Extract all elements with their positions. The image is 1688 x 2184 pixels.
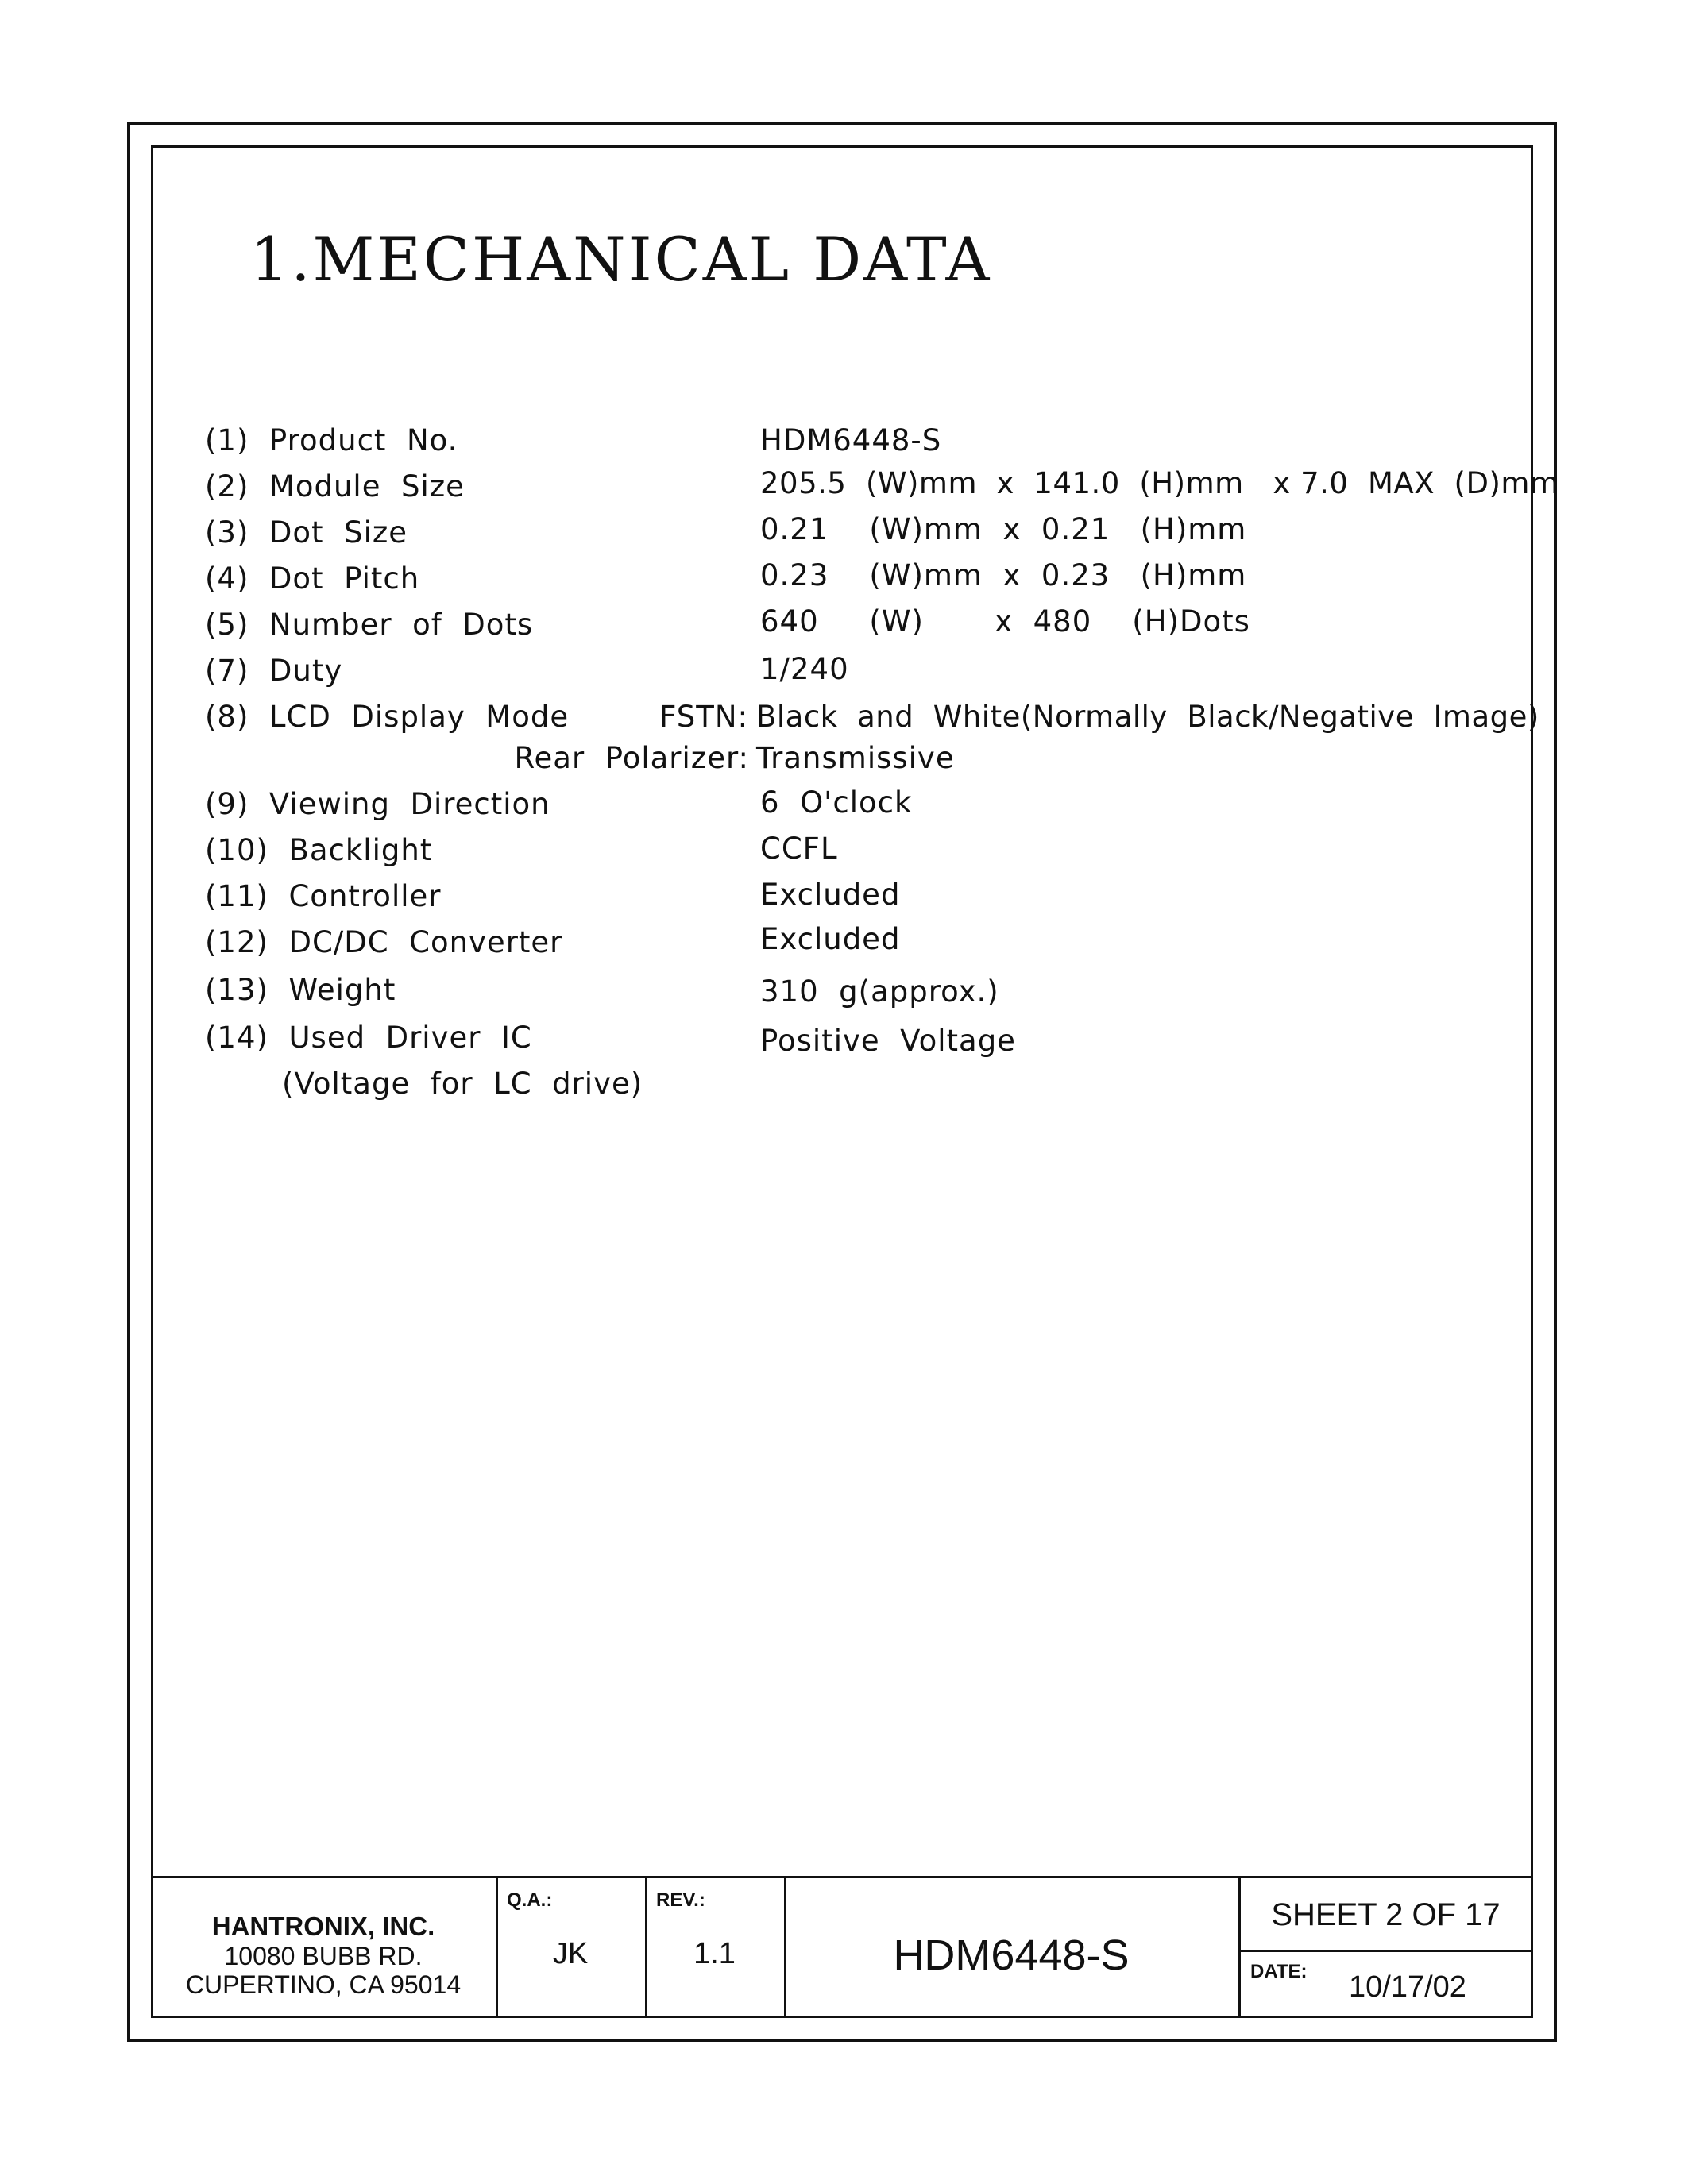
spec-value-rear-polarizer: Transmissive [756,741,955,775]
spec-label-controller: (11) Controller [205,879,442,913]
spec-label-viewing-direction: (9) Viewing Direction [205,787,550,821]
qa-value: JK [552,1937,589,1970]
spec-label-module-size: (2) Module Size [205,469,465,504]
spec-label-voltage-for-lc-drive: (Voltage for LC drive) [282,1067,643,1101]
spec-value-weight: 310 g(approx.) [760,974,999,1009]
title-block [151,1876,1533,2018]
spec-label-weight: (13) Weight [205,973,396,1007]
spec-value-dot-pitch: 0.23 (W)mm x 0.23 (H)mm [760,558,1247,592]
date-value: 10/17/02 [1349,1970,1466,2004]
part-number: HDM6448-S [893,1931,1130,1979]
company-name: HANTRONIX, INC. [211,1912,435,1941]
title-block-divider [1238,1950,1533,1952]
rev-value: 1.1 [693,1937,736,1970]
spec-value-dot-size: 0.21 (W)mm x 0.21 (H)mm [760,512,1247,546]
spec-value-duty: 1/240 [760,652,849,686]
spec-value-backlight: CCFL [760,832,838,866]
spec-label-product-no: (1) Product No. [205,423,458,457]
spec-label-used-driver-ic: (14) Used Driver IC [205,1021,532,1055]
spec-value-product-no: HDM6448-S [760,423,942,457]
rev-label: REV.: [656,1889,705,1911]
spec-label-number-of-dots: (5) Number of Dots [205,608,534,642]
company-address-city: CUPERTINO, CA 95014 [185,1970,462,1999]
spec-label-dc-dc-converter: (12) DC/DC Converter [205,925,563,959]
spec-label-duty: (7) Duty [205,654,343,688]
spec-value-dc-dc-converter: Excluded [760,922,901,956]
spec-sublabel-fstn: FSTN: [659,700,748,734]
qa-label: Q.A.: [507,1889,553,1911]
spec-value-module-size: 205.5 (W)mm x 141.0 (H)mm x 7.0 MAX (D)mm [760,466,1559,500]
date-label: DATE: [1250,1961,1308,1982]
spec-value-used-driver-ic: Positive Voltage [760,1024,1016,1058]
page-title: 1.MECHANICAL DATA [250,224,992,295]
spec-label-lcd-display-mode: (8) LCD Display Mode [205,700,570,734]
spec-label-backlight: (10) Backlight [205,833,433,867]
spec-value-viewing-direction: 6 O'clock [760,785,913,820]
spec-value-controller: Excluded [760,878,901,912]
sheet-number: SHEET 2 OF 17 [1271,1897,1501,1932]
spec-value-number-of-dots: 640 (W) x 480 (H)Dots [760,604,1250,639]
spec-value-lcd-display-mode: Black and White(Normally Black/Negative Image) [756,700,1539,734]
spec-sublabel-rear-polarizer: Rear Polarizer: [514,741,749,775]
spec-label-dot-pitch: (4) Dot Pitch [205,561,420,596]
company-address-street: 10080 BUBB RD. [224,1942,423,1970]
spec-label-dot-size: (3) Dot Size [205,515,408,550]
